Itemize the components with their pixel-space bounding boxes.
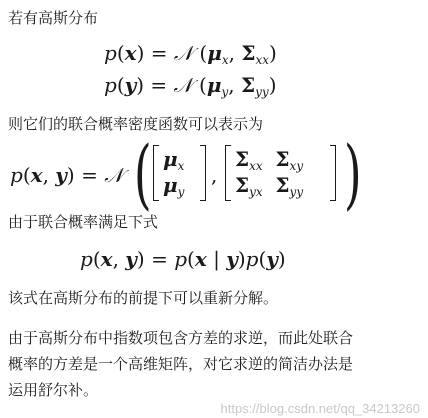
equation-factorization: p(x, y) = p(x | y)p(y) bbox=[80, 247, 286, 271]
paragraph-line-1: 由于高斯分布中指数项包含方差的求逆，而此处联合 bbox=[8, 329, 354, 347]
heading-gaussian: 若有高斯分布 bbox=[8, 9, 99, 27]
decompose-text: 该式在高斯分布的前提下可以重新分解。 bbox=[8, 289, 279, 307]
paragraph-line-2: 概率的方差是一个高维矩阵，对它求逆的简洁办法是 bbox=[8, 355, 354, 373]
cov-left-bracket bbox=[225, 145, 231, 201]
paragraph-line-3: 运用舒尔补。 bbox=[8, 381, 99, 399]
right-big-paren: ) bbox=[343, 129, 362, 218]
mean-vector: $\mu_x$ $\mu_y$ bbox=[163, 147, 185, 199]
left-big-paren: ( bbox=[133, 129, 152, 218]
mean-left-bracket bbox=[153, 145, 159, 201]
joint-intro-text: 则它们的联合概率密度函数可以表示为 bbox=[8, 115, 264, 133]
satisfies-text: 由于联合概率满足下式 bbox=[8, 213, 159, 231]
watermark: https://blog.csdn.net/qq_34213260 bbox=[220, 401, 420, 416]
equation-px: p(x) = 𝒩 ($\mu_x$, $\Sigma_{xx}$) bbox=[104, 41, 277, 67]
equation-joint-lhs: p(x, y) = 𝒩 bbox=[10, 163, 124, 187]
mean-right-bracket bbox=[200, 145, 206, 201]
comma-separator: , bbox=[211, 163, 218, 187]
cov-right-bracket bbox=[330, 145, 336, 201]
covariance-matrix: $\Sigma_{xx}$ $\Sigma_{xy}$ $\Sigma_{yx}$ $\Sigma_{yy}$ bbox=[235, 147, 304, 199]
equation-py: p(y) = 𝒩 ($\mu_y$, $\Sigma_{yy}$) bbox=[104, 73, 277, 99]
